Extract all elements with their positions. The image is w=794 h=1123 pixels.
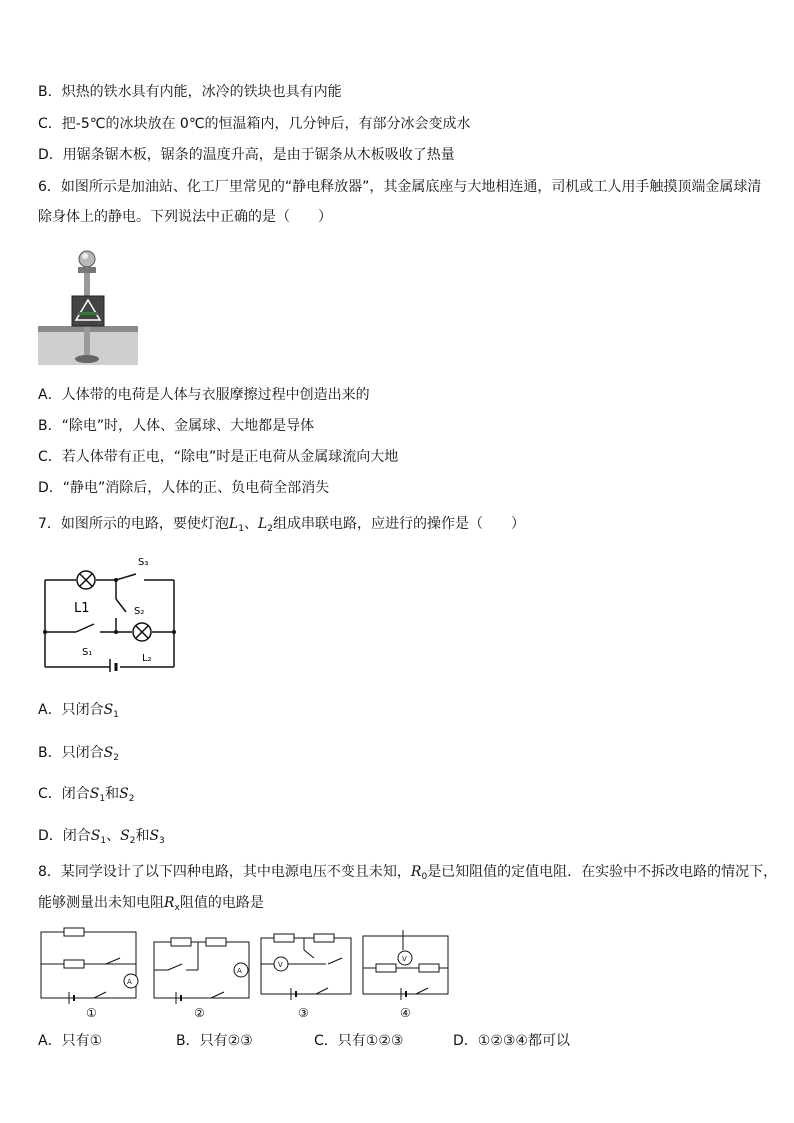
q7-stem: 7．如图所示的电路，要使灯泡$L_1$、$L_2$组成串联电路，应进行的操作是（ ）	[38, 516, 525, 534]
q6-option-b: B．“除电”时，人体、金属球、大地都是导体	[38, 418, 315, 434]
q7-option-d: D．闭合$S_1$、$S_2$和$S_3$	[38, 828, 165, 846]
fig-number-4: ④	[400, 1006, 411, 1020]
q6-option-c: C．若人体带有正电，“除电”时是正电荷从金属球流向大地	[38, 449, 399, 465]
label-s2: S₂	[134, 606, 145, 617]
q8-stem-line2: 能够测量出未知电阻$R_x$阻值的电路是	[38, 895, 264, 913]
q5-option-d: D．用锯条锯木板，锯条的温度升高，是由于锯条从木板吸收了热量	[38, 147, 455, 163]
q5-option-b: B．炽热的铁水具有内能，冰冷的铁块也具有内能	[38, 84, 342, 100]
q8-circuit-diagrams	[36, 924, 456, 1020]
q8-option-c: C．只有①②③	[314, 1033, 404, 1049]
label-s3: S₃	[138, 557, 149, 568]
svg-text:A: A	[127, 978, 132, 986]
q8-option-d: D．①②③④都可以	[453, 1033, 570, 1049]
fig-number-2: ②	[194, 1006, 205, 1020]
q6-stem-line2: 除身体上的静电。下列说法中正确的是（ ）	[38, 209, 332, 225]
q6-option-a: A．人体带的电荷是人体与衣服摩擦过程中创造出来的	[38, 387, 370, 403]
q7-option-b: B．只闭合$S_2$	[38, 745, 119, 763]
q6-stem-line1: 6．如图所示是加油站、化工厂里常见的“静电释放器”，其金属底座与大地相连通，司机或工人用手触摸顶端金属球清	[38, 179, 762, 195]
svg-text:V: V	[402, 955, 407, 963]
q5-option-c: C．把-5℃的冰块放在 0℃的恒温箱内，几分钟后，有部分冰会变成水	[38, 116, 471, 132]
static-discharger-photo	[38, 240, 138, 365]
svg-text:V: V	[278, 961, 283, 969]
fig-number-3: ③	[298, 1006, 309, 1020]
q7-option-a: A．只闭合$S_1$	[38, 702, 119, 720]
fig-number-1: ①	[86, 1006, 97, 1020]
q6-option-d: D．“静电”消除后，人体的正、负电荷全部消失	[38, 480, 330, 496]
label-l1: L1	[74, 601, 90, 616]
q7-option-c: C．闭合$S_1$和$S_2$	[38, 786, 135, 804]
q7-circuit-diagram	[36, 552, 178, 672]
q8-option-b: B．只有②③	[176, 1033, 253, 1049]
label-s1: S₁	[82, 647, 93, 658]
label-l2: L₂	[142, 653, 152, 664]
q8-option-a: A．只有①	[38, 1033, 103, 1049]
svg-text:A: A	[237, 967, 242, 975]
q8-stem-line1: 8．某同学设计了以下四种电路，其中电源电压不变且未知，$R_0$是已知阻值的定值电阻．在实验中不拆改电路的情况下，	[38, 864, 778, 882]
